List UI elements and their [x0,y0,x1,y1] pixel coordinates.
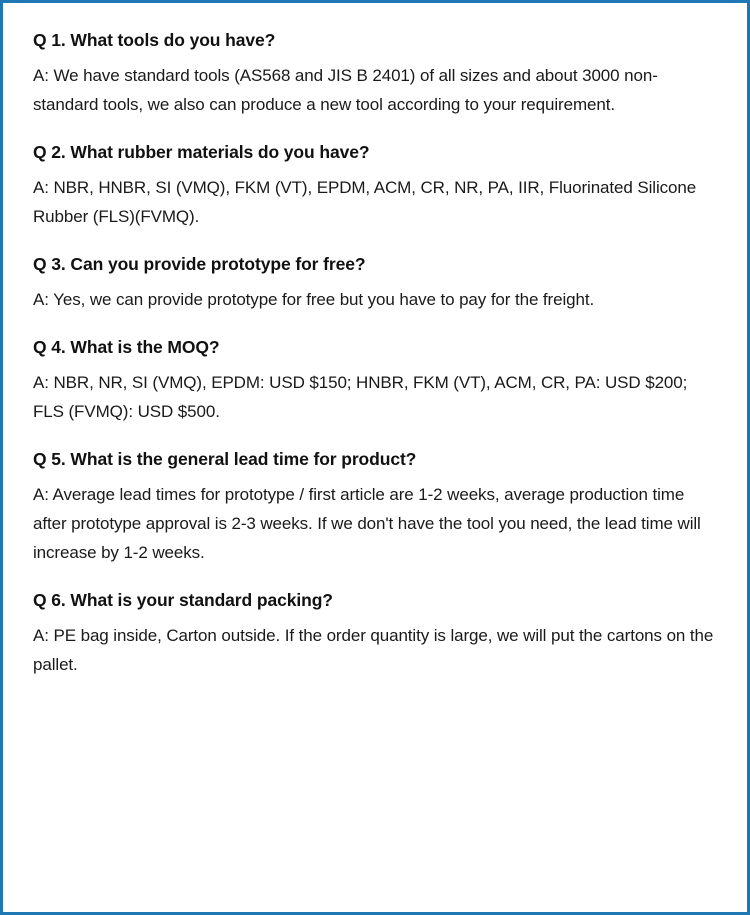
faq-question: Q 5. What is the general lead time for product? [33,449,417,470]
faq-answer: A: PE bag inside, Carton outside. If the order quantity is large, we will put the cartons on the pallet. [33,626,714,675]
faq-question: Q 4. What is the MOQ? [33,337,220,358]
faq-answer: A: NBR, NR, SI (VMQ), EPDM: USD $150; HNBR, FKM (VT), ACM, CR, PA: USD $200; FLS (FVMQ): USD $500. [33,372,688,421]
faq-answer: A: We have standard tools (AS568 and JIS B 2401) of all sizes and about 3000 non-standard tools, we also can produce a new tool according to your requirement. [33,65,658,114]
faq-question: Q 3. Can you provide prototype for free? [33,254,366,275]
faq-list [33,29,717,680]
faq-question: Q 6. What is your standard packing? [33,590,333,611]
faq-question: Q 1. What tools do you have? [33,30,276,50]
faq-item [33,589,717,679]
faq-item [33,336,717,426]
faq-item [33,253,717,314]
faq-answer: A: NBR, HNBR, SI (VMQ), FKM (VT), EPDM, ACM, CR, NR, PA, IIR, Fluorinated Silicone Rubber (FLS)(FVMQ). [33,177,697,226]
faq-answer: A: Average lead times for prototype / first article are 1-2 weeks, average production time after prototype approval is 2-3 weeks. If we don't have the tool you need, the lead time will increase by 1-2 weeks. [33,484,701,563]
faq-item [33,141,717,231]
faq-answer: A: Yes, we can provide prototype for free but you have to pay for the freight. [33,289,595,309]
faq-item [33,29,717,119]
faq-question: Q 2. What rubber materials do you have? [33,142,370,163]
faq-item [33,448,717,567]
